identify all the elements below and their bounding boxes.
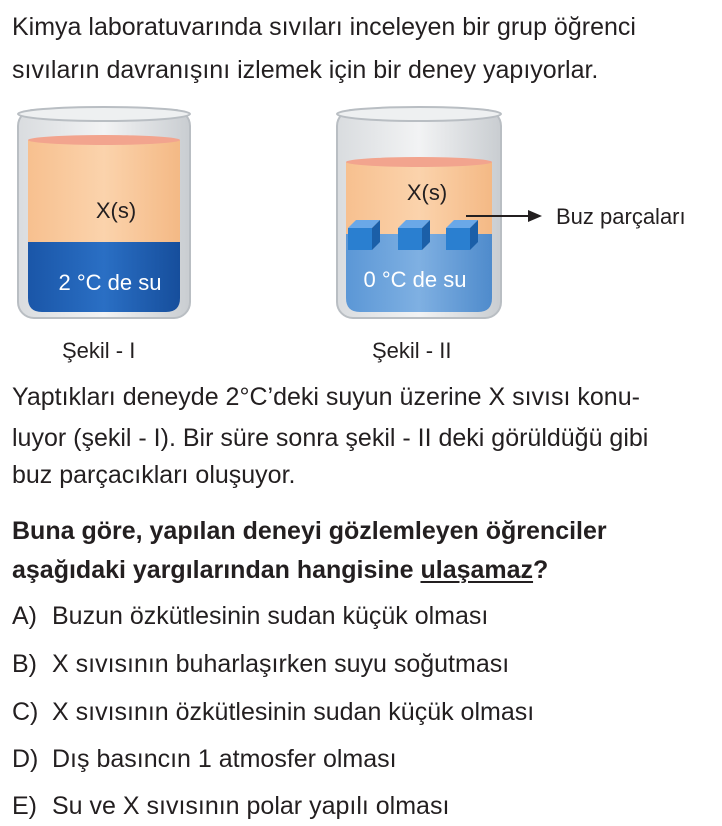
option-letter: E) <box>12 792 37 820</box>
arrow-head-icon <box>528 210 542 222</box>
liquid-x-layer <box>28 140 180 242</box>
option-text: X sıvısının özkütlesinin sudan küçük olması <box>52 698 535 726</box>
option-d[interactable] <box>12 744 397 774</box>
option-letter: C) <box>12 698 39 726</box>
question-line-2 <box>12 555 548 585</box>
ice-cubes <box>348 220 478 250</box>
figure-1-caption: Şekil - I <box>62 338 136 363</box>
beaker-2 <box>337 107 501 318</box>
option-e[interactable] <box>12 791 449 821</box>
option-c[interactable] <box>12 697 534 727</box>
option-letter: B) <box>12 650 37 678</box>
beaker-1 <box>18 107 190 318</box>
paragraph-line-1: Yaptıkları deneyde 2°C’deki suyun üzerine X sıvısı konu- <box>12 383 640 411</box>
question-mark: ? <box>533 556 549 584</box>
beaker-1-bottom-label: 2 °C de su <box>58 270 162 295</box>
option-text: X sıvısının buharlaşırken suyu soğutması <box>52 650 510 678</box>
beaker-1-top-label: X(s) <box>95 198 137 223</box>
question-negation-word: ulaşamaz <box>420 556 534 584</box>
option-text: Buzun özkütlesinin sudan küçük olması <box>52 602 489 630</box>
paragraph-line-3: buz parçacıkları oluşuyor. <box>12 461 296 489</box>
option-letter: A) <box>12 602 37 630</box>
intro-line-1: Kimya laboratuvarında sıvıları inceleyen bir grup öğrenci <box>12 13 636 41</box>
beaker-2-top-label: X(s) <box>406 180 448 205</box>
question-line-1: Buna göre, yapılan deneyi gözlemleyen öğrenciler <box>12 517 607 545</box>
option-b[interactable] <box>12 649 509 679</box>
question-line-2-start: aşağıdaki yargılarından hangisine <box>12 556 421 584</box>
option-text: Su ve X sıvısının polar yapılı olması <box>52 792 450 820</box>
paragraph-line-2: luyor (şekil - I). Bir süre sonra şekil - II deki görüldüğü gibi <box>12 424 649 452</box>
option-a[interactable] <box>12 601 488 631</box>
intro-line-2: sıvıların davranışını izlemek için bir deney yapıyorlar. <box>12 56 599 84</box>
ice-pieces-label: Buz parçaları <box>556 204 686 229</box>
experiment-figure <box>0 0 722 380</box>
option-letter: D) <box>12 745 39 773</box>
figure-2-caption: Şekil - II <box>372 338 452 363</box>
option-text: Dış basıncın 1 atmosfer olması <box>52 745 397 773</box>
beaker-2-bottom-label: 0 °C de su <box>363 267 467 292</box>
